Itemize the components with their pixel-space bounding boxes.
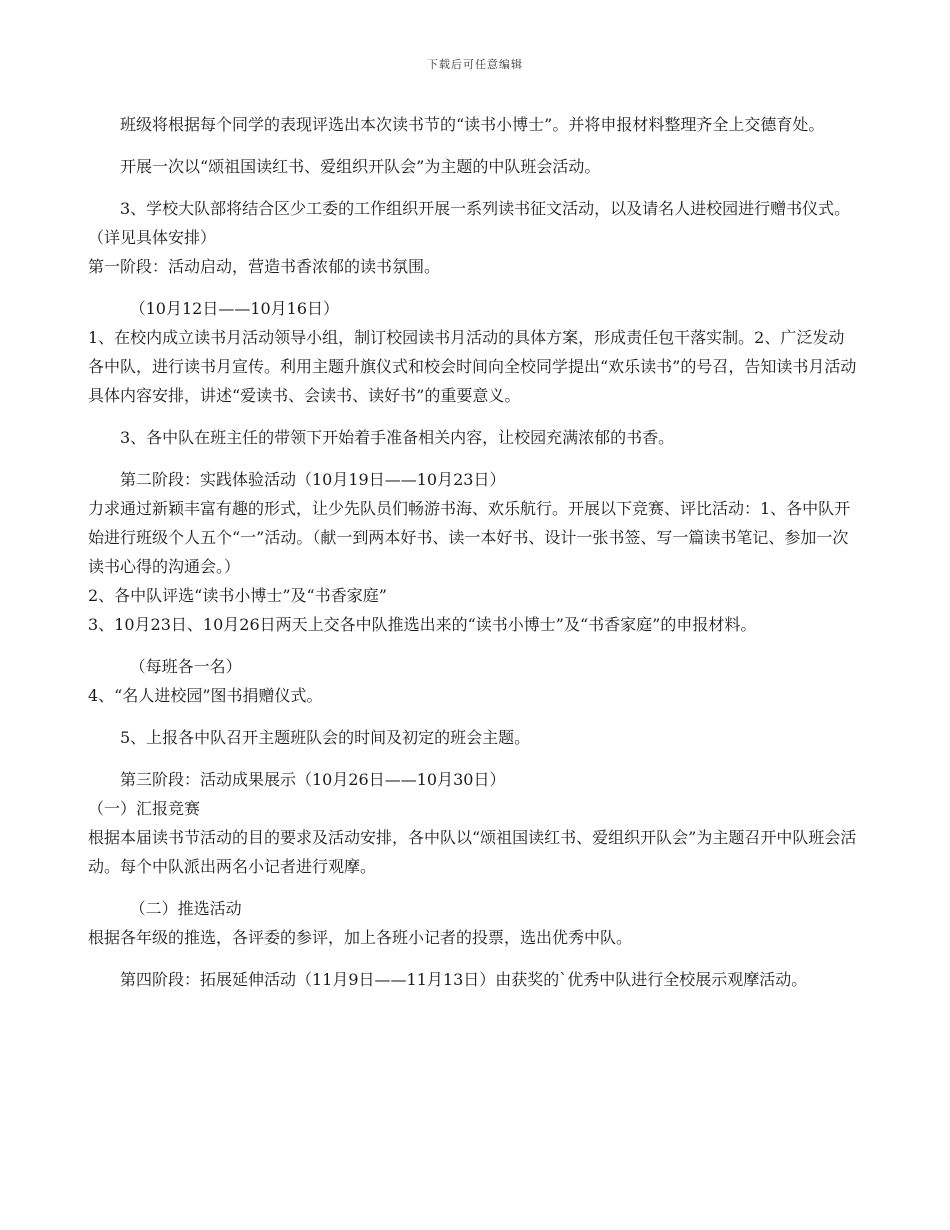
paragraph-phase-three-title: 第三阶段：活动成果展示（10月26日——10月30日）	[120, 770, 506, 789]
paragraph-phase-two-item-5: 5、上报各中队召开主题班队会的时间及初定的班会主题。	[120, 728, 531, 747]
paragraph-phase-two-item-4: 4、“名人进校园”图书捐赠仪式。	[88, 686, 323, 705]
paragraph-phase-one-item-3: 3、各中队在班主任的带领下开始着手准备相关内容，让校园充满浓郁的书香。	[120, 428, 675, 447]
page-header: 下载后可任意编辑	[427, 58, 523, 71]
paragraph-phase-one-items: 1、在校内成立读书月活动领导小组，制订校园读书月活动的具体方案，形成责任包干落实制。2、广泛发动各中队，进行读书月宣传。利用主题升旗仪式和校会时间向全校同学提出“欢乐读书”的号召，告知读书月活动具体内容安排，讲述“爱读书、会读书、读好书”的重要意义。	[88, 328, 857, 405]
paragraph-essay-activity: 3、学校大队部将结合区少工委的工作组织开展一系列读书征文活动，以及请名人进校园进行赠书仪式。（详见具体安排）	[88, 199, 851, 247]
paragraph-phase-two-item-2: 2、各中队评选“读书小博士”及“书香家庭”	[88, 586, 387, 605]
paragraph-selection-heading: （二）推选活动	[129, 899, 242, 918]
paragraph-reading-doctor-selection: 班级将根据每个同学的表现评选出本次读书节的“读书小博士”。并将申报材料整理齐全上交德育处。	[120, 115, 825, 134]
document-body	[88, 110, 858, 994]
paragraph-one-per-class: （每班各一名）	[129, 657, 242, 676]
paragraph-phase-one-dates: （10月12日——10月16日）	[129, 299, 340, 318]
paragraph-phase-two-intro: 力求通过新颖丰富有趣的形式，让少先队员们畅游书海、欢乐航行。开展以下竞赛、评比活动：1、各中队开始进行班级个人五个“一”活动。（献一到两本好书、读一本好书、设计一张书签、写一篇读书笔记、参加一次读书心得的沟通会。）	[88, 499, 851, 576]
paragraph-phase-four: 第四阶段：拓展延伸活动（11月9日——11月13日）由获奖的`优秀中队进行全校展示观摩活动。	[120, 970, 808, 989]
paragraph-phase-one-title: 第一阶段：活动启动，营造书香浓郁的读书氛围。	[88, 257, 441, 276]
paragraph-phase-two-title: 第二阶段：实践体验活动（10月19日——10月23日）	[120, 470, 506, 489]
paragraph-selection-body: 根据各年级的推选，各评委的参评，加上各班小记者的投票，选出优秀中队。	[88, 928, 633, 947]
paragraph-report-contest-heading: （一）汇报竞赛	[88, 799, 201, 818]
paragraph-report-contest-body: 根据本届读书节活动的目的要求及活动安排，各中队以“颂祖国读红书、爱组织开队会”为主题召开中队班会活动。每个中队派出两名小记者进行观摩。	[88, 828, 857, 876]
paragraph-phase-two-item-3: 3、10月23日、10月26日两天上交各中队推选出来的“读书小博士”及“书香家庭”的申报材料。	[88, 615, 757, 634]
paragraph-class-meeting-theme: 开展一次以“颂祖国读红书、爱组织开队会”为主题的中队班会活动。	[120, 157, 601, 176]
